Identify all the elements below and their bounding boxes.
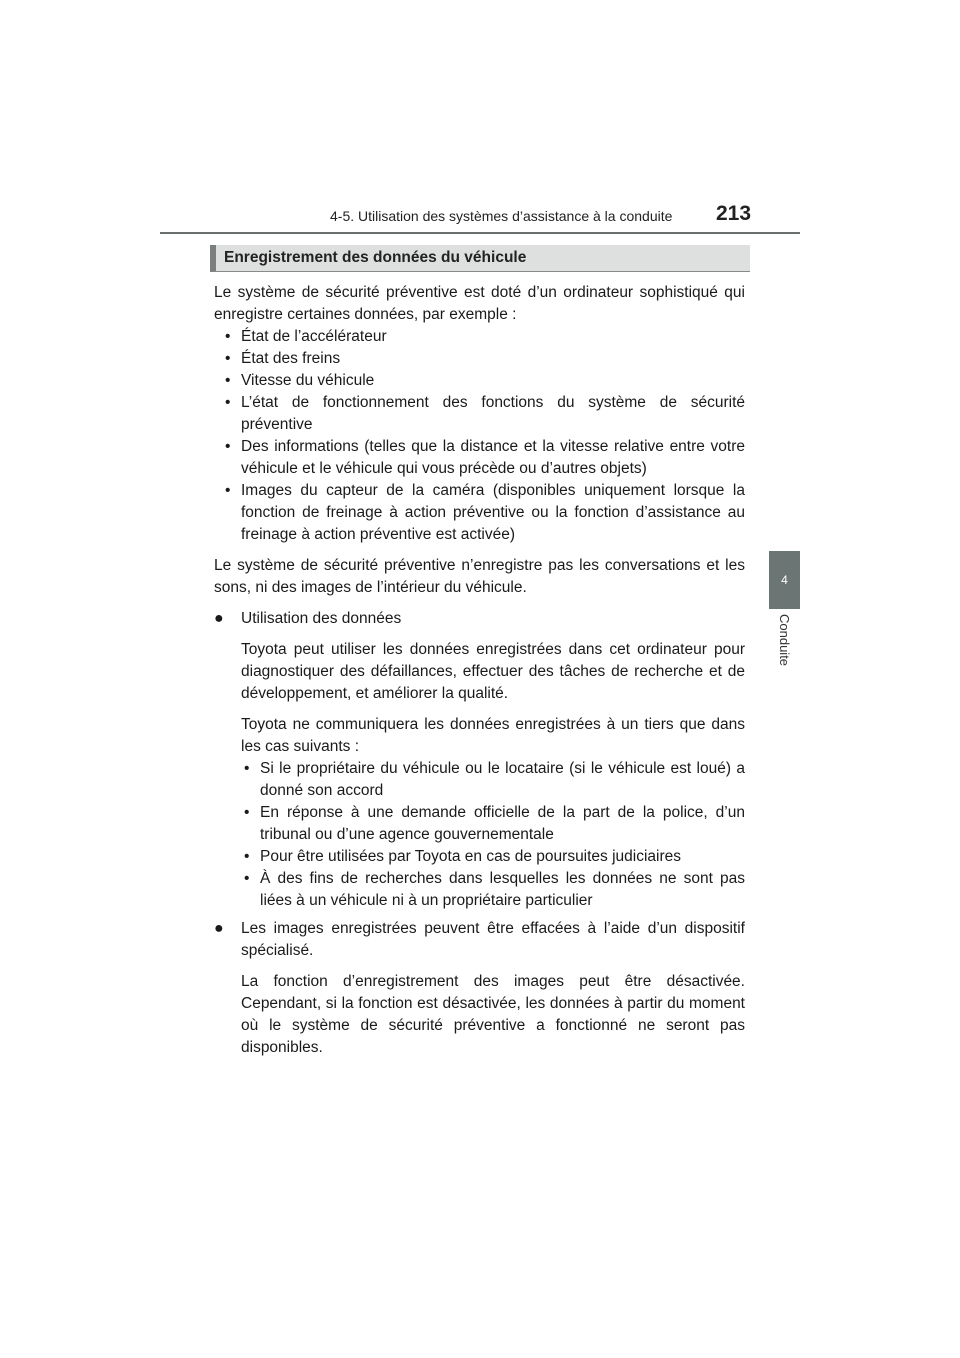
list-item [214,392,745,436]
list-item [241,758,745,802]
list-item [214,370,745,392]
bullet-icon: • [244,760,250,777]
recorded-data-list [214,326,745,546]
page-number: 213 [716,202,752,225]
list-item [214,326,745,348]
intro-paragraph: Le système de sécurité préventive est doté d’un ordinateur sophistiqué qui enregistre certaines données, par exemple : [214,284,745,323]
list-item [241,868,745,912]
erase-heading-text: Les images enregistrées peuvent être effacées à l’aide d’un dispositif spécialisé. [241,920,745,959]
third-party-cases-list [241,758,745,912]
list-item-text: Si le propriétaire du véhicule ou le locataire (si le véhicule est loué) a donné son accord [260,760,745,799]
list-item [241,802,745,846]
bullet-icon: • [225,328,231,345]
circle-bullet-icon: ● [214,920,224,937]
header-divider [160,232,800,234]
bullet-icon: • [225,372,231,389]
bullet-icon: • [244,870,250,887]
chapter-tab-number[interactable]: 4 [769,551,800,609]
section-body [214,282,745,1068]
bullet-icon: • [244,804,250,821]
list-item-text: État de l’accélérateur [241,328,387,345]
section-heading [210,245,750,272]
circle-bullet-icon: ● [214,610,224,627]
bullet-icon: • [225,482,231,499]
list-item-text: État des freins [241,350,341,367]
list-item [214,348,745,370]
list-item-text: À des fins de recherches dans lesquelles les données ne sont pas liées à un véhicule ni à un propriétaire particulier [260,870,745,909]
bullet-icon: • [244,848,250,865]
data-use-paragraph: Toyota peut utiliser les données enregistrées dans cet ordinateur pour diagnostiquer des défaillances, effectuer des tâches de recherche et de développement, et améliorer la qualité. [241,641,745,702]
list-item-text: Images du capteur de la caméra (disponibles uniquement lorsque la fonction de freinage à action préventive ou la fonction d’assistance au freinage à action préventive est activée) [241,482,745,543]
not-recorded-paragraph: Le système de sécurité préventive n’enregistre pas les conversations et les sons, ni des images de l’intérieur du véhicule. [214,557,745,596]
list-item [214,480,745,546]
erase-paragraph: La fonction d’enregistrement des images peut être désactivée. Cependant, si la fonction est désactivée, les données à partir du moment où le système de sécurité préventive a fonctionné ne seront pas disponibles. [241,973,745,1056]
chapter-tab-label: Conduite [777,614,792,667]
list-item [241,846,745,868]
data-use-heading-text: Utilisation des données [241,610,402,627]
list-item-text: Des informations (telles que la distance et la vitesse relative entre votre véhicule et le véhicule qui vous précède ou d’autres objets) [241,438,745,477]
list-item-text: Pour être utilisées par Toyota en cas de poursuites judiciaires [260,848,682,865]
bullet-icon: • [225,394,231,411]
bullet-icon: • [225,350,231,367]
list-item [214,436,745,480]
bullet-icon: • [225,438,231,455]
list-item-text: En réponse à une demande officielle de la part de la police, d’un tribunal ou d’une agence gouvernementale [260,804,745,843]
third-party-paragraph: Toyota ne communiquera les données enregistrées à un tiers que dans les cas suivants : [241,716,745,755]
section-heading-text: Enregistrement des données du véhicule [224,249,527,266]
data-use-heading [214,608,745,630]
list-item-text: Vitesse du véhicule [241,372,375,389]
erase-heading [214,918,745,962]
list-item-text: L’état de fonctionnement des fonctions du système de sécurité préventive [241,394,745,433]
chapter-title: 4-5. Utilisation des systèmes d’assistance à la conduite [330,208,673,224]
